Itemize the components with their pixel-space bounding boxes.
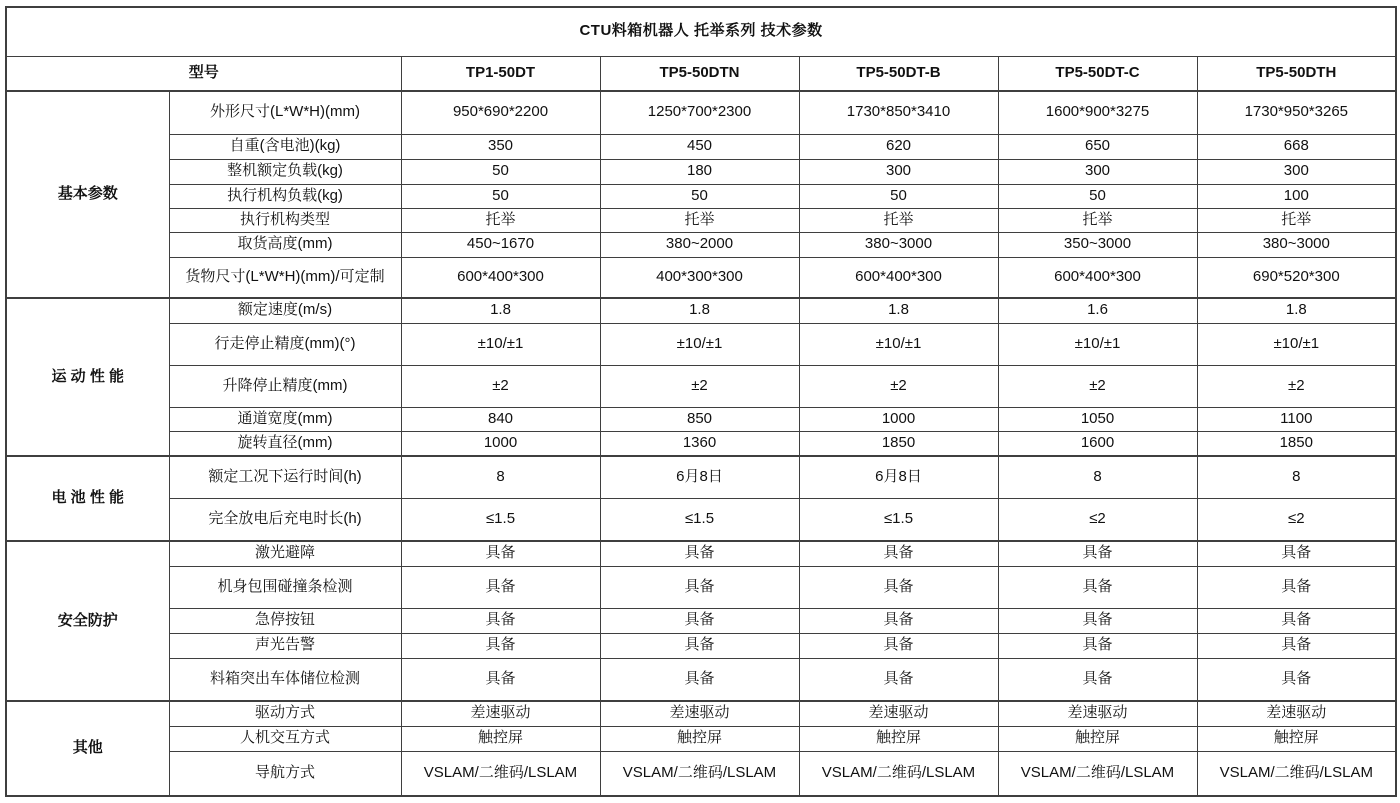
model-name-header: TP5-50DT-B — [799, 56, 998, 91]
page-title: CTU料箱机器人 托举系列 技术参数 — [6, 7, 1396, 56]
param-label: 激光避障 — [169, 541, 401, 566]
spec-value: 差速驱动 — [600, 701, 799, 726]
spec-value: 1000 — [401, 431, 600, 456]
table-row — [6, 323, 1396, 365]
spec-value: 300 — [1197, 159, 1396, 184]
param-label: 机身包围碰撞条检测 — [169, 566, 401, 608]
spec-value: 50 — [401, 184, 600, 208]
spec-value: ±2 — [799, 365, 998, 407]
spec-value: 差速驱动 — [1197, 701, 1396, 726]
spec-value: 180 — [600, 159, 799, 184]
param-label: 驱动方式 — [169, 701, 401, 726]
spec-value: 300 — [998, 159, 1197, 184]
spec-value: 1730*850*3410 — [799, 91, 998, 134]
spec-value: 差速驱动 — [998, 701, 1197, 726]
param-label: 整机额定负载(kg) — [169, 159, 401, 184]
spec-value: 380~3000 — [1197, 232, 1396, 257]
table-row — [6, 365, 1396, 407]
spec-value: 托举 — [998, 208, 1197, 232]
spec-value: 具备 — [998, 566, 1197, 608]
spec-value: 840 — [401, 407, 600, 431]
spec-value: 具备 — [998, 608, 1197, 633]
param-label: 料箱突出车体储位检测 — [169, 658, 401, 701]
spec-value: 1250*700*2300 — [600, 91, 799, 134]
spec-value: 350~3000 — [998, 232, 1197, 257]
spec-value: VSLAM/二维码/LSLAM — [1197, 751, 1396, 796]
spec-value: 具备 — [600, 566, 799, 608]
table-row — [6, 159, 1396, 184]
param-label: 人机交互方式 — [169, 726, 401, 751]
spec-value: 具备 — [600, 541, 799, 566]
table-row — [6, 232, 1396, 257]
table-row — [6, 541, 1396, 566]
spec-value: 1850 — [1197, 431, 1396, 456]
spec-value: 触控屏 — [401, 726, 600, 751]
param-label: 升降停止精度(mm) — [169, 365, 401, 407]
section-group-label: 基本参数 — [6, 91, 169, 298]
spec-value: 具备 — [998, 633, 1197, 658]
spec-value: 620 — [799, 134, 998, 159]
spec-value: 具备 — [401, 541, 600, 566]
spec-value: 具备 — [998, 541, 1197, 566]
spec-value: 100 — [1197, 184, 1396, 208]
spec-value: 托举 — [600, 208, 799, 232]
spec-value: 450 — [600, 134, 799, 159]
param-label: 额定工况下运行时间(h) — [169, 456, 401, 498]
spec-value: 具备 — [799, 608, 998, 633]
table-row — [6, 134, 1396, 159]
spec-value: 450~1670 — [401, 232, 600, 257]
spec-value: 380~3000 — [799, 232, 998, 257]
spec-value: ±10/±1 — [1197, 323, 1396, 365]
spec-value: 差速驱动 — [401, 701, 600, 726]
table-row — [6, 56, 1396, 91]
spec-value: ±2 — [401, 365, 600, 407]
spec-value: VSLAM/二维码/LSLAM — [998, 751, 1197, 796]
param-label: 额定速度(m/s) — [169, 298, 401, 323]
spec-value: 具备 — [1197, 633, 1396, 658]
spec-value: 1100 — [1197, 407, 1396, 431]
model-name-header: TP1-50DT — [401, 56, 600, 91]
param-label: 完全放电后充电时长(h) — [169, 498, 401, 541]
spec-value: 1730*950*3265 — [1197, 91, 1396, 134]
spec-value: 触控屏 — [600, 726, 799, 751]
param-label: 声光告警 — [169, 633, 401, 658]
table-row — [6, 633, 1396, 658]
spec-value: 具备 — [799, 566, 998, 608]
spec-value: ±2 — [600, 365, 799, 407]
spec-value: 850 — [600, 407, 799, 431]
spec-value: 1.8 — [799, 298, 998, 323]
section-group-label: 电 池 性 能 — [6, 456, 169, 541]
spec-value: 350 — [401, 134, 600, 159]
spec-value: 1.6 — [998, 298, 1197, 323]
spec-value: ±10/±1 — [600, 323, 799, 365]
spec-value: 具备 — [1197, 541, 1396, 566]
spec-value: ≤1.5 — [600, 498, 799, 541]
table-row — [6, 726, 1396, 751]
table-row — [6, 208, 1396, 232]
table-row — [6, 566, 1396, 608]
table-row — [6, 257, 1396, 298]
spec-value: ≤1.5 — [401, 498, 600, 541]
table-row — [6, 91, 1396, 134]
table-row — [6, 298, 1396, 323]
table-row — [6, 751, 1396, 796]
spec-value: 50 — [998, 184, 1197, 208]
param-label: 执行机构负载(kg) — [169, 184, 401, 208]
spec-value: 1.8 — [600, 298, 799, 323]
param-label: 取货高度(mm) — [169, 232, 401, 257]
spec-value: 具备 — [401, 566, 600, 608]
spec-value: 具备 — [401, 608, 600, 633]
spec-value: 具备 — [600, 658, 799, 701]
section-group-label: 运 动 性 能 — [6, 298, 169, 456]
spec-value: 具备 — [401, 633, 600, 658]
spec-value: 托举 — [401, 208, 600, 232]
spec-value: 1.8 — [1197, 298, 1396, 323]
param-label: 行走停止精度(mm)(°) — [169, 323, 401, 365]
param-label: 通道宽度(mm) — [169, 407, 401, 431]
spec-value: ≤1.5 — [799, 498, 998, 541]
spec-value: ±10/±1 — [401, 323, 600, 365]
spec-value: 400*300*300 — [600, 257, 799, 298]
table-row — [6, 608, 1396, 633]
model-column-header: 型号 — [6, 56, 401, 91]
param-label: 货物尺寸(L*W*H)(mm)/可定制 — [169, 257, 401, 298]
spec-value: 1.8 — [401, 298, 600, 323]
spec-value: 8 — [1197, 456, 1396, 498]
param-label: 旋转直径(mm) — [169, 431, 401, 456]
spec-value: 具备 — [1197, 608, 1396, 633]
spec-value: 1850 — [799, 431, 998, 456]
spec-value: 具备 — [799, 658, 998, 701]
table-row — [6, 431, 1396, 456]
model-name-header: TP5-50DT-C — [998, 56, 1197, 91]
spec-value: 50 — [401, 159, 600, 184]
spec-value: 触控屏 — [998, 726, 1197, 751]
spec-value: 1600*900*3275 — [998, 91, 1197, 134]
spec-value: VSLAM/二维码/LSLAM — [401, 751, 600, 796]
param-label: 导航方式 — [169, 751, 401, 796]
spec-value: 50 — [799, 184, 998, 208]
spec-value: 6月8日 — [799, 456, 998, 498]
spec-value: VSLAM/二维码/LSLAM — [799, 751, 998, 796]
spec-value: 触控屏 — [1197, 726, 1396, 751]
table-row — [6, 456, 1396, 498]
section-group-label: 其他 — [6, 701, 169, 796]
spec-value: 1050 — [998, 407, 1197, 431]
spec-value: 具备 — [600, 608, 799, 633]
spec-value: 1000 — [799, 407, 998, 431]
spec-value: 950*690*2200 — [401, 91, 600, 134]
spec-value: 具备 — [600, 633, 799, 658]
spec-value: 6月8日 — [600, 456, 799, 498]
spec-table — [5, 6, 1397, 797]
section-group-label: 安全防护 — [6, 541, 169, 701]
spec-value: 690*520*300 — [1197, 257, 1396, 298]
table-row — [6, 701, 1396, 726]
spec-value: 300 — [799, 159, 998, 184]
spec-value: 具备 — [799, 541, 998, 566]
spec-value: ±2 — [1197, 365, 1396, 407]
spec-value: 触控屏 — [799, 726, 998, 751]
spec-value: 600*400*300 — [401, 257, 600, 298]
spec-value: 具备 — [1197, 658, 1396, 701]
spec-value: 600*400*300 — [799, 257, 998, 298]
spec-value: 1360 — [600, 431, 799, 456]
spec-value: 具备 — [401, 658, 600, 701]
spec-value: 8 — [998, 456, 1197, 498]
spec-value: ≤2 — [1197, 498, 1396, 541]
spec-value: ±10/±1 — [998, 323, 1197, 365]
spec-value: 具备 — [1197, 566, 1396, 608]
spec-value: 差速驱动 — [799, 701, 998, 726]
param-label: 执行机构类型 — [169, 208, 401, 232]
table-row — [6, 7, 1396, 56]
spec-value: VSLAM/二维码/LSLAM — [600, 751, 799, 796]
spec-value: 600*400*300 — [998, 257, 1197, 298]
spec-value: 具备 — [799, 633, 998, 658]
model-name-header: TP5-50DTN — [600, 56, 799, 91]
model-name-header: TP5-50DTH — [1197, 56, 1396, 91]
spec-value: 380~2000 — [600, 232, 799, 257]
spec-value: 1600 — [998, 431, 1197, 456]
spec-value: 668 — [1197, 134, 1396, 159]
table-row — [6, 498, 1396, 541]
spec-value: ±2 — [998, 365, 1197, 407]
spec-value: 8 — [401, 456, 600, 498]
spec-value: 托举 — [1197, 208, 1396, 232]
table-row — [6, 407, 1396, 431]
param-label: 外形尺寸(L*W*H)(mm) — [169, 91, 401, 134]
table-row — [6, 658, 1396, 701]
table-row — [6, 184, 1396, 208]
spec-value: 托举 — [799, 208, 998, 232]
spec-value: ≤2 — [998, 498, 1197, 541]
spec-value: 650 — [998, 134, 1197, 159]
spec-value: 50 — [600, 184, 799, 208]
param-label: 急停按钮 — [169, 608, 401, 633]
param-label: 自重(含电池)(kg) — [169, 134, 401, 159]
spec-value: ±10/±1 — [799, 323, 998, 365]
spec-value: 具备 — [998, 658, 1197, 701]
